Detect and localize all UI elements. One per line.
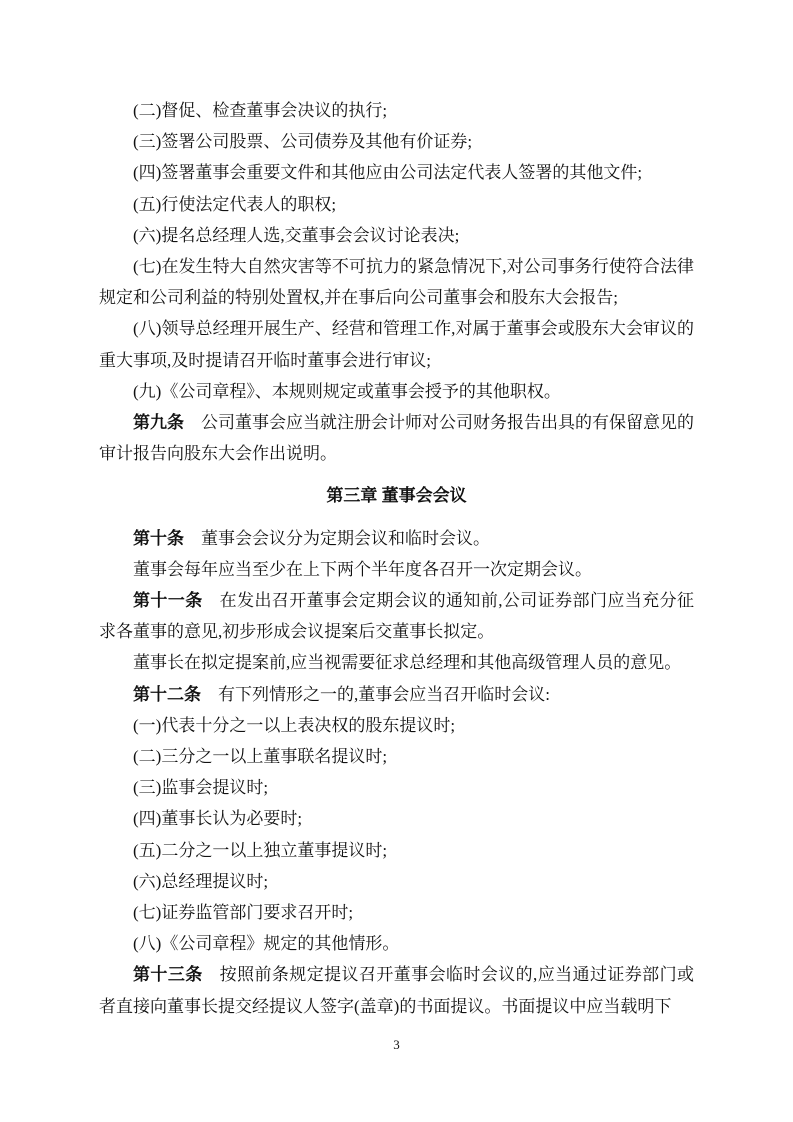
list-item-paragraph: (四)签署董事会重要文件和其他应由公司法定代表人签署的其他文件; <box>133 163 643 183</box>
list-item-paragraph: (六)总经理提议时; <box>133 871 269 891</box>
list-item-paragraph: (二)三分之一以上董事联名提议时; <box>133 747 388 767</box>
list-item-paragraph: (八)《公司章程》规定的其他情形。 <box>133 934 400 954</box>
article-paragraph: 第十一条 在发出召开董事会定期会议的通知前,公司证券部门应当充分征求各董事的意见,初步形成会议提案后交董事长拟定。 <box>99 591 695 642</box>
article-paragraph: 第十三条 按照前条规定提议召开董事会临时会议的,应当通过证券部门或者直接向董事长提交经提议人签字(盖章)的书面提议。书面提议中应当载明下 <box>99 965 695 1016</box>
chapter-heading: 第三章 董事会会议 <box>326 486 467 506</box>
list-item-paragraph: (一)代表十分之一以上表决权的股东提议时; <box>133 715 456 735</box>
list-item-paragraph: (七)在发生特大自然灾害等不可抗力的紧急情况下,对公司事务行使符合法律规定和公司利益的特别处置权,并在事后向公司董事会和股东大会报告; <box>99 257 694 308</box>
list-item-paragraph: (五)二分之一以上独立董事提议时; <box>133 840 388 860</box>
list-item-paragraph: (四)董事长认为必要时; <box>133 809 303 829</box>
body-paragraph: 董事会每年应当至少在上下两个半年度各召开一次定期会议。 <box>133 559 592 579</box>
list-item-paragraph: (五)行使法定代表人的职权; <box>133 194 337 214</box>
article-number-label: 第十二条 <box>133 684 201 704</box>
list-item-paragraph: (七)证券监管部门要求召开时; <box>133 903 354 923</box>
body-paragraph: 董事长在拟定提案前,应当视需要征求总经理和其他高级管理人员的意见。 <box>133 653 682 673</box>
list-item-paragraph: (九)《公司章程》、本规则规定或董事会授予的其他职权。 <box>133 381 561 401</box>
list-item-paragraph: (三)监事会提议时; <box>133 778 269 798</box>
article-number-label: 第十条 <box>133 528 184 548</box>
document-content <box>99 95 694 1022</box>
list-item-paragraph: (八)领导总经理开展生产、经营和管理工作,对属于董事会或股东大会审议的重大事项,及时提请召开临时董事会进行审议; <box>99 319 694 370</box>
list-item-paragraph: (六)提名总经理人选,交董事会会议讨论表决; <box>133 225 460 245</box>
article-paragraph: 第十条 董事会会议分为定期会议和临时会议。 <box>133 528 490 548</box>
article-number-label: 第十一条 <box>133 591 203 611</box>
list-item-paragraph: (三)签署公司股票、公司债券及其他有价证券; <box>133 132 473 152</box>
list-item-paragraph: (二)督促、检查董事会决议的执行; <box>133 101 388 120</box>
article-number-label: 第十三条 <box>133 965 203 985</box>
page-number: 3 <box>393 1037 400 1052</box>
article-paragraph: 第九条 公司董事会应当就注册会计师对公司财务报告出具的有保留意见的审计报告向股东大会作出说明。 <box>99 413 694 464</box>
article-number-label: 第九条 <box>133 413 184 433</box>
article-paragraph: 第十二条 有下列情形之一的,董事会应当召开临时会议: <box>133 684 550 704</box>
